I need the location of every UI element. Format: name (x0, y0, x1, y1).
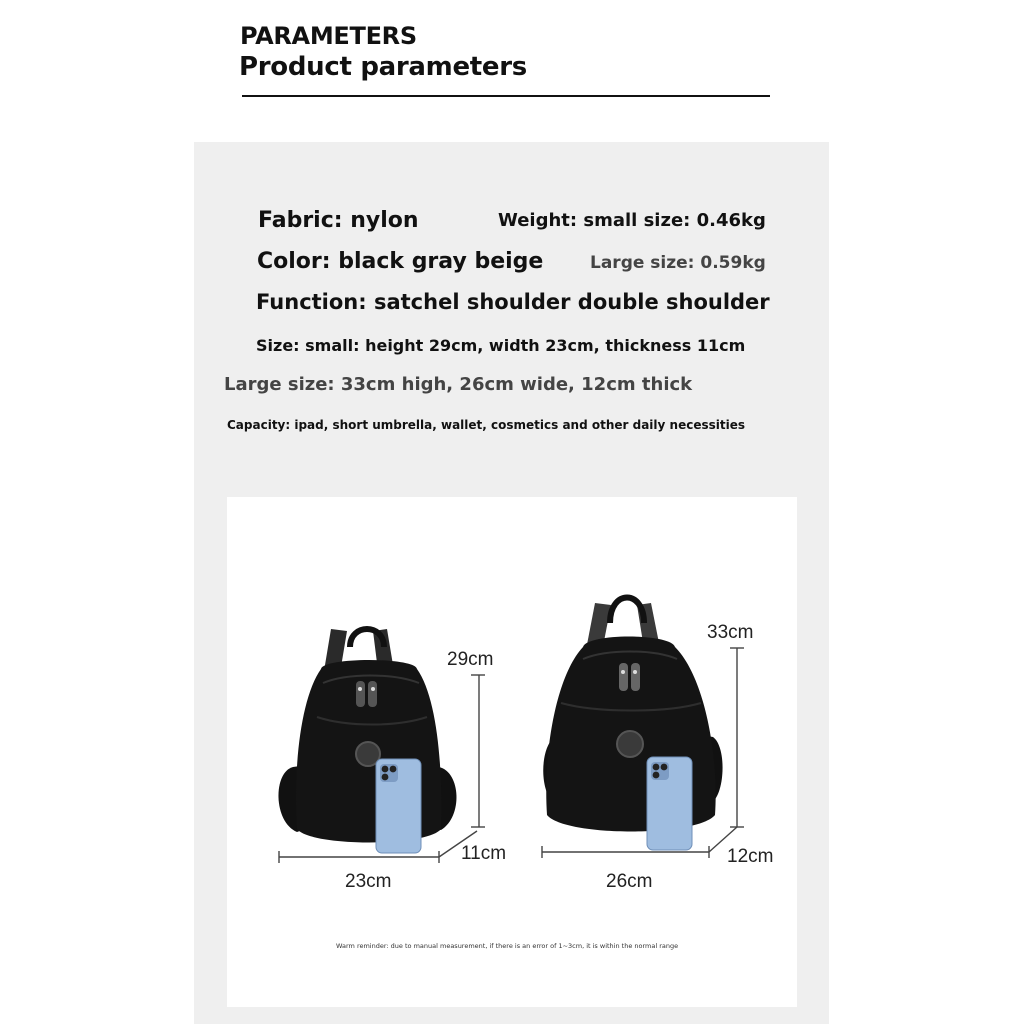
product-illustration (227, 497, 797, 1007)
spec-function: Function: satchel shoulder double shoulder (256, 290, 770, 314)
spec-color: Color: black gray beige (257, 249, 544, 274)
spec-capacity: Capacity: ipad, short umbrella, wallet, cosmetics and other daily necessities (227, 418, 745, 432)
spec-fabric: Fabric: nylon (258, 208, 419, 233)
small-height-label: 29cm (447, 649, 494, 670)
spec-size-small: Size: small: height 29cm, width 23cm, thickness 11cm (256, 336, 746, 355)
small-thickness-label: 11cm (461, 843, 507, 864)
large-height-label: 33cm (707, 622, 754, 643)
backpack-large-icon (543, 598, 722, 832)
large-width-label: 26cm (606, 871, 653, 892)
section-label: PARAMETERS (240, 22, 417, 50)
spec-weight-small: Weight: small size: 0.46kg (498, 210, 766, 231)
phone-icon (376, 759, 421, 853)
large-thickness-label: 12cm (727, 846, 774, 867)
title-divider (242, 95, 770, 97)
phone-icon (647, 757, 692, 850)
product-photo-area (227, 497, 797, 1007)
small-width-label: 23cm (345, 871, 392, 892)
backpack-small-icon (278, 629, 456, 843)
spec-weight-large: Large size: 0.59kg (590, 253, 766, 273)
page-title: Product parameters (239, 52, 527, 82)
spec-size-large: Large size: 33cm high, 26cm wide, 12cm thick (224, 374, 693, 395)
measurement-note: Warm reminder: due to manual measurement, if there is an error of 1~3cm, it is within the normal range (336, 942, 679, 950)
